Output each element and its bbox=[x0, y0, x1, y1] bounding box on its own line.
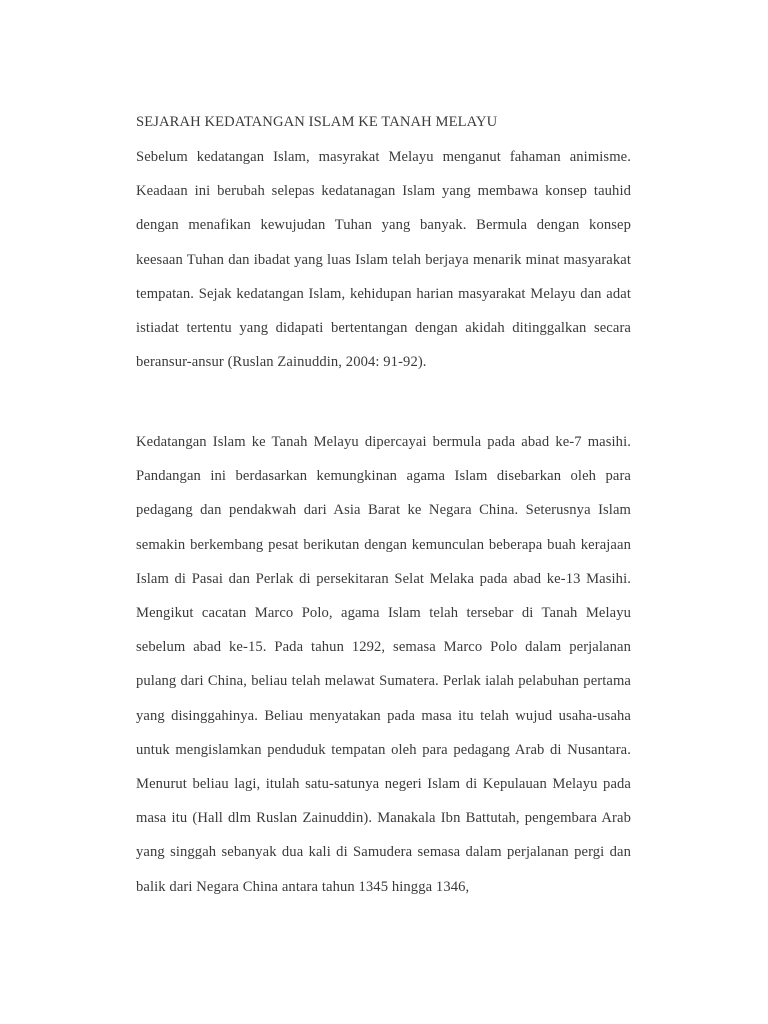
paragraph-2: Kedatangan Islam ke Tanah Melayu dipercayai bermula pada abad ke-7 masihi. Pandangan ini berdasarkan kemungkinan agama Islam disebarkan oleh para pedagang dan pendakwah dari Asia Barat ke Negara China. Seterusnya Islam semakin berkembang pesat berikutan dengan kemunculan beberapa buah kerajaan Islam di Pasai dan Perlak di persekitaran Selat Melaka pada abad ke-13 Masihi. Mengikut cacatan Marco Polo, agama Islam telah tersebar di Tanah Melayu sebelum abad ke-15. Pada tahun 1292, semasa Marco Polo dalam perjalanan pulang dari China, beliau telah melawat Sumatera. Perlak ialah pelabuhan pertama yang disinggahinya. Beliau menyatakan pada masa itu telah wujud usaha-usaha untuk mengislamkan penduduk tempatan oleh para pedagang Arab di Nusantara. Menurut beliau lagi, itulah satu-satunya negeri Islam di Kepulauan Melayu pada masa itu (Hall dlm Ruslan Zainuddin). Manakala Ibn Battutah, pengembara Arab yang singgah sebanyak dua kali di Samudera semasa dalam perjalanan pergi dan balik dari Negara China antara tahun 1345 hingga 1346, bbox=[136, 434, 631, 895]
document-title: SEJARAH KEDATANGAN ISLAM KE TANAH MELAYU bbox=[136, 114, 498, 130]
paragraph-1: Sebelum kedatangan Islam, masyrakat Melayu menganut fahaman animisme. Keadaan ini berubah selepas kedatanagan Islam yang membawa konsep tauhid dengan menafikan kewujudan Tuhan yang banyak. Bermula dengan konsep keesaan Tuhan dan ibadat yang luas Islam telah berjaya menarik minat masyarakat tempatan. Sejak kedatangan Islam, kehidupan harian masyarakat Melayu dan adat istiadat tertentu yang didapati bertentangan dengan akidah ditinggalkan secara beransur-ansur (Ruslan Zainuddin, 2004: 91-92). bbox=[136, 149, 631, 371]
